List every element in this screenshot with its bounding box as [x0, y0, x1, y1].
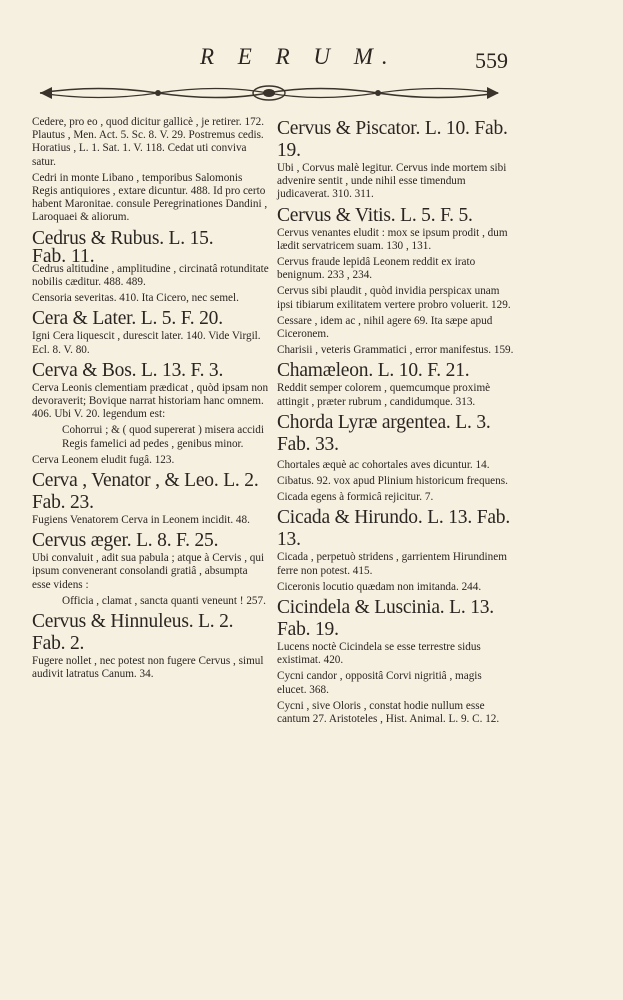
entry-heading: Cervus & Vitis. L. 5. F. 5. [277, 204, 473, 226]
right-column [277, 116, 514, 729]
entry-heading: Chorda Lyræ argentea. L. 3. Fab. 33. [277, 411, 491, 455]
entry-text: Cerva Leonem eludit fugâ. 123. [32, 453, 175, 466]
entry-text: Fugere nollet , nec potest non fugere Cervus , simul audivit latratus Canum. 34. [32, 655, 264, 681]
entry-heading: Cervus & Hinnuleus. L. 2. Fab. 2. [32, 611, 234, 655]
index-entry [277, 344, 514, 357]
index-entry [277, 581, 514, 594]
entry-heading: Cervus & Piscator. L. 10. Fab. 19. [277, 118, 508, 161]
entry-heading: Cerva & Bos. L. 13. F. 3. [32, 359, 224, 381]
entry-heading: Cervus æger. L. 8. F. 25. [32, 530, 219, 552]
index-entry [277, 459, 514, 472]
index-entry [277, 475, 514, 488]
entry-text: Ubi convaluit , adit sua pabula ; atque à Cervis , qui ipsum convenerant consolandi gratiâ , absumpta esse videns : [32, 552, 265, 591]
entry-text: Reddit semper colorem , quemcumque proximè attingit , præter rubrum , candidumque. 313. [277, 382, 491, 408]
entry-heading: Cicindela & Luscinia. L. 13. Fab. 19. [277, 597, 494, 641]
entry-text: Cessare , idem ac , nihil agere 69. Ita sæpe apud Ciceronem. [277, 314, 493, 341]
index-entry [32, 454, 269, 467]
entry-heading: Cera & Later. L. 5. F. 20. [32, 308, 223, 330]
index-entry [277, 507, 514, 577]
index-entry [32, 611, 269, 681]
index-entry [277, 412, 514, 456]
entry-text: Charisii , veteris Grammatici , error manifestus. 159. [277, 344, 514, 357]
entry-text: Cycni , sive Oloris , constat hodie nullum esse cantum 27. Aristoteles , Hist. Animal. L. 9. C. 12. [277, 699, 500, 726]
index-entry [277, 256, 514, 282]
entry-text: Cicada , perpetuò stridens , garrientem Hirundinem ferre non potest. 415. [277, 551, 507, 577]
entry-text: Cedrus altitudine , amplitudine , circinatâ rotunditate nobilis cæditur. 488. 489. [32, 262, 269, 289]
entry-text: Cibatus. 92. vox apud Plinium historicum frequens. [277, 475, 508, 488]
entry-verse: Cohorrui ; & ( quod supererat ) misera accidi Regis famelici ad pedes , genibus minor. [62, 424, 264, 450]
page-header [0, 44, 623, 84]
entry-text: Lucens noctè Cicindela se esse terrestre sidus existimat. 420. [277, 641, 481, 667]
index-entry [32, 595, 269, 608]
entry-text: Cedri in monte Libano , temporibus Salomonis Regis antiquiores , extare dicuntur. 488. Id pro certo habent Maronitae. consule Peregrinationes Dandini , Laroquaei & aliorum. [32, 171, 268, 224]
index-entry [277, 285, 514, 311]
entry-text: Cervus venantes eludit : mox se ipsum prodit , dum lædit servatricem suam. 130 , 131. [277, 226, 508, 252]
index-entry [277, 205, 514, 253]
index-entry [32, 308, 269, 356]
entry-heading: Chamæleon. L. 10. F. 21. [277, 360, 470, 382]
index-entry [277, 118, 514, 202]
entry-reference: Fab. 11. [32, 245, 95, 267]
entry-text: Fugiens Venatorem Cerva in Leonem incidit. 48. [32, 514, 250, 527]
entry-verse: Officia , clamat , sancta quanti veneunt ! 257. [62, 594, 266, 607]
entry-heading: Cerva , Venator , & Leo. L. 2. Fab. 23. [32, 470, 259, 514]
running-head: R E R U M. [200, 44, 397, 69]
index-entry [32, 360, 269, 422]
index-entry [32, 530, 269, 592]
entry-heading: Cedrus & Rubus. L. 15. [32, 227, 214, 249]
index-entry [32, 470, 269, 527]
entry-text: Chortales æquè ac cohortales aves dicuntur. 14. [277, 458, 490, 471]
index-entry [277, 700, 514, 726]
ornament-divider [38, 82, 501, 104]
entry-text: Cedere, pro eo , quod dicitur gallicè , je retirer. 172. Plautus , Men. Act. 5. Sc. 8. V. 29. Postremus cedis. Horatius , L. 1. Sat. 1. V. 118. Cedat uti conviva satur. [32, 116, 265, 168]
entry-text: Igni Cera liquescit , durescit later. 140. Vide Virgil. Ecl. 8. V. 80. [32, 330, 261, 356]
index-entry [277, 491, 514, 504]
index-entry [32, 172, 269, 225]
entry-text: Cerva Leonis clementiam prædicat , quòd ipsam non devoraverit; Bovique narrat historiam hanc omnem. 406. Ubi V. 20. legendum est: [32, 381, 269, 421]
entry-text: Cycni candor , oppositâ Corvi nigritiâ , magis elucet. 368. [277, 670, 482, 696]
page-number: 559 [475, 48, 508, 73]
entry-text: Ubi , Corvus malè legitur. Cervus inde mortem sibi advenire sentit , unde nihil esse timendum judicaverat. 310. 311. [277, 162, 507, 201]
entry-text: Cervus sibi plaudit , quòd invidia perspicax unam ipsi tibiarum exilitatem vertere probro voluerit. 129. [277, 285, 511, 311]
index-entry [32, 424, 269, 450]
left-column [32, 116, 269, 684]
index-entry [277, 315, 514, 341]
index-entry [277, 670, 514, 696]
entry-text: Cicada egens à formicâ rejicitur. 7. [277, 491, 434, 504]
entry-text: Cervus fraude lepidâ Leonem reddit ex irato benignum. 233 , 234. [277, 256, 476, 282]
index-entry [277, 597, 514, 667]
index-entry [277, 360, 514, 408]
index-entry [32, 292, 269, 305]
index-entry [32, 228, 269, 290]
entry-text: Ciceronis locutio quædam non imitanda. 244. [277, 580, 482, 593]
entry-heading: Cicada & Hirundo. L. 13. Fab. 13. [277, 507, 511, 551]
index-entry [32, 116, 269, 169]
entry-text: Censoria severitas. 410. Ita Cicero, nec semel. [32, 292, 239, 305]
